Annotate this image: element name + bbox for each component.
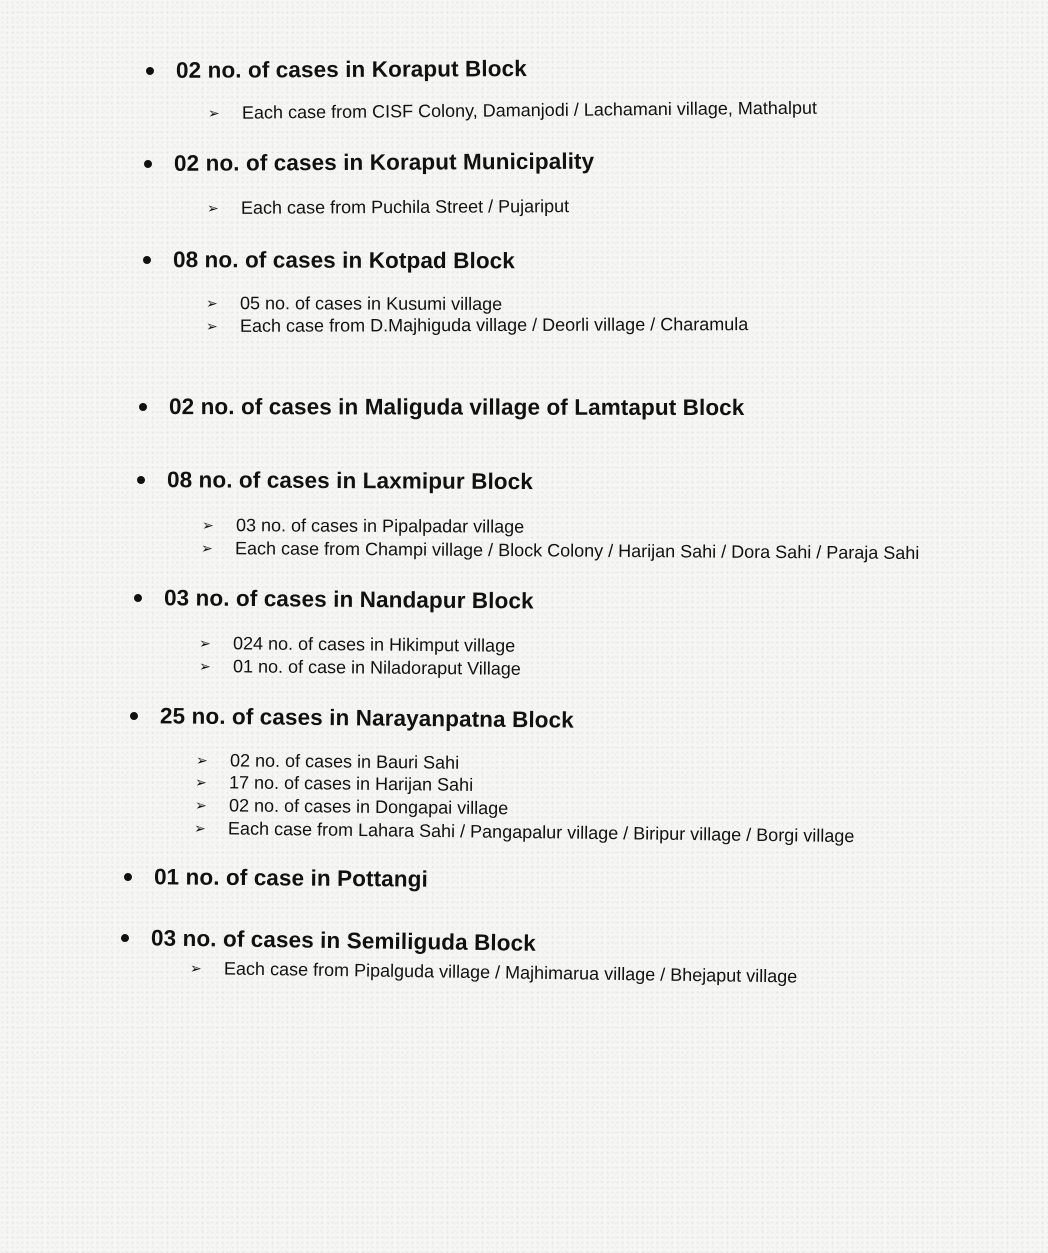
bullet-icon bbox=[137, 476, 145, 484]
heading-text: 02 no. of cases in Maliguda village of Lamtaput Block bbox=[168, 394, 745, 421]
heading-text: 01 no. of case in Pottangi bbox=[153, 864, 429, 892]
heading-text: 03 no. of cases in Nandapur Block bbox=[163, 585, 534, 614]
section-heading-lamtaput-block bbox=[139, 394, 744, 421]
bullet-icon bbox=[144, 160, 152, 168]
bullet-icon bbox=[146, 67, 154, 75]
arrowhead-icon: ➢ bbox=[189, 960, 202, 977]
heading-text: 02 no. of cases in Koraput Municipality bbox=[173, 148, 595, 176]
sub-item-text: Each case from CISF Colony, Damanjodi / Lachamani village, Mathalput bbox=[241, 97, 817, 123]
sub-item bbox=[195, 772, 473, 796]
arrowhead-icon: ➢ bbox=[205, 295, 218, 312]
section-heading-pottangi bbox=[124, 864, 428, 893]
arrowhead-icon: ➢ bbox=[205, 317, 218, 334]
heading-text: 08 no. of cases in Laxmipur Block bbox=[166, 467, 533, 495]
bullet-icon bbox=[143, 256, 151, 264]
arrowhead-icon: ➢ bbox=[198, 658, 211, 675]
sub-item bbox=[201, 538, 919, 564]
section-heading-koraput-municipality bbox=[144, 149, 594, 177]
arrowhead-icon: ➢ bbox=[195, 752, 208, 769]
arrowhead-icon: ➢ bbox=[198, 635, 211, 652]
heading-text: 25 no. of cases in Narayanpatna Block bbox=[159, 703, 574, 733]
sub-item bbox=[199, 633, 515, 657]
section-heading-kotpad-block bbox=[143, 247, 515, 274]
bullet-icon bbox=[134, 594, 142, 602]
section-heading-laxmipur-block bbox=[137, 467, 533, 495]
sub-item bbox=[195, 795, 508, 819]
sub-item bbox=[199, 656, 521, 680]
arrowhead-icon: ➢ bbox=[194, 774, 207, 791]
sub-item-text: Each case from Champi village / Block Colony / Harijan Sahi / Dora Sahi / Paraja Sahi bbox=[234, 538, 920, 564]
arrowhead-icon: ➢ bbox=[206, 199, 219, 216]
section-heading-nandapur-block bbox=[134, 585, 534, 614]
heading-text: 03 no. of cases in Semiliguda Block bbox=[150, 925, 537, 956]
sub-item-text: 01 no. of case in Niladoraput Village bbox=[232, 656, 521, 679]
sub-item bbox=[202, 515, 524, 538]
sub-item-text: Each case from Puchila Street / Pujariput bbox=[240, 196, 570, 218]
arrowhead-icon: ➢ bbox=[200, 540, 213, 557]
arrowhead-icon: ➢ bbox=[194, 797, 207, 814]
sub-item bbox=[207, 196, 569, 219]
sub-item-text: 03 no. of cases in Pipalpadar village bbox=[235, 515, 525, 537]
heading-text: 08 no. of cases in Kotpad Block bbox=[172, 247, 515, 274]
sub-item-text: 05 no. of cases in Kusumi village bbox=[239, 293, 503, 315]
sub-item bbox=[190, 958, 798, 987]
bullet-icon bbox=[124, 873, 132, 881]
sub-item-text: 17 no. of cases in Harijan Sahi bbox=[228, 772, 474, 795]
section-heading-narayanpatna-block bbox=[130, 703, 574, 734]
arrowhead-icon: ➢ bbox=[207, 104, 220, 121]
heading-text: 02 no. of cases in Koraput Block bbox=[175, 56, 527, 83]
sub-item bbox=[208, 98, 817, 124]
sub-item bbox=[196, 750, 459, 774]
sub-item bbox=[194, 818, 855, 847]
section-heading-koraput-block bbox=[146, 56, 527, 84]
bullet-icon bbox=[130, 712, 138, 720]
sub-item-text: 02 no. of cases in Dongapai village bbox=[228, 795, 509, 819]
sub-item-text: 02 no. of cases in Bauri Sahi bbox=[229, 750, 460, 773]
sub-item bbox=[206, 293, 502, 315]
sub-item-text: Each case from Pipalguda village / Majhimarua village / Bhejaput village bbox=[223, 958, 798, 987]
arrowhead-icon: ➢ bbox=[201, 517, 214, 534]
section-heading-semiliguda-block bbox=[121, 925, 536, 957]
bullet-icon bbox=[121, 934, 129, 942]
bullet-icon bbox=[139, 403, 147, 411]
sub-item-text: Each case from Lahara Sahi / Pangapalur village / Biripur village / Borgi village bbox=[227, 818, 855, 847]
sub-item-text: 024 no. of cases in Hikimput village bbox=[232, 633, 516, 656]
arrowhead-icon: ➢ bbox=[193, 820, 206, 837]
sub-item bbox=[206, 314, 748, 337]
sub-item-text: Each case from D.Majhiguda village / Deorli village / Charamula bbox=[239, 314, 749, 336]
